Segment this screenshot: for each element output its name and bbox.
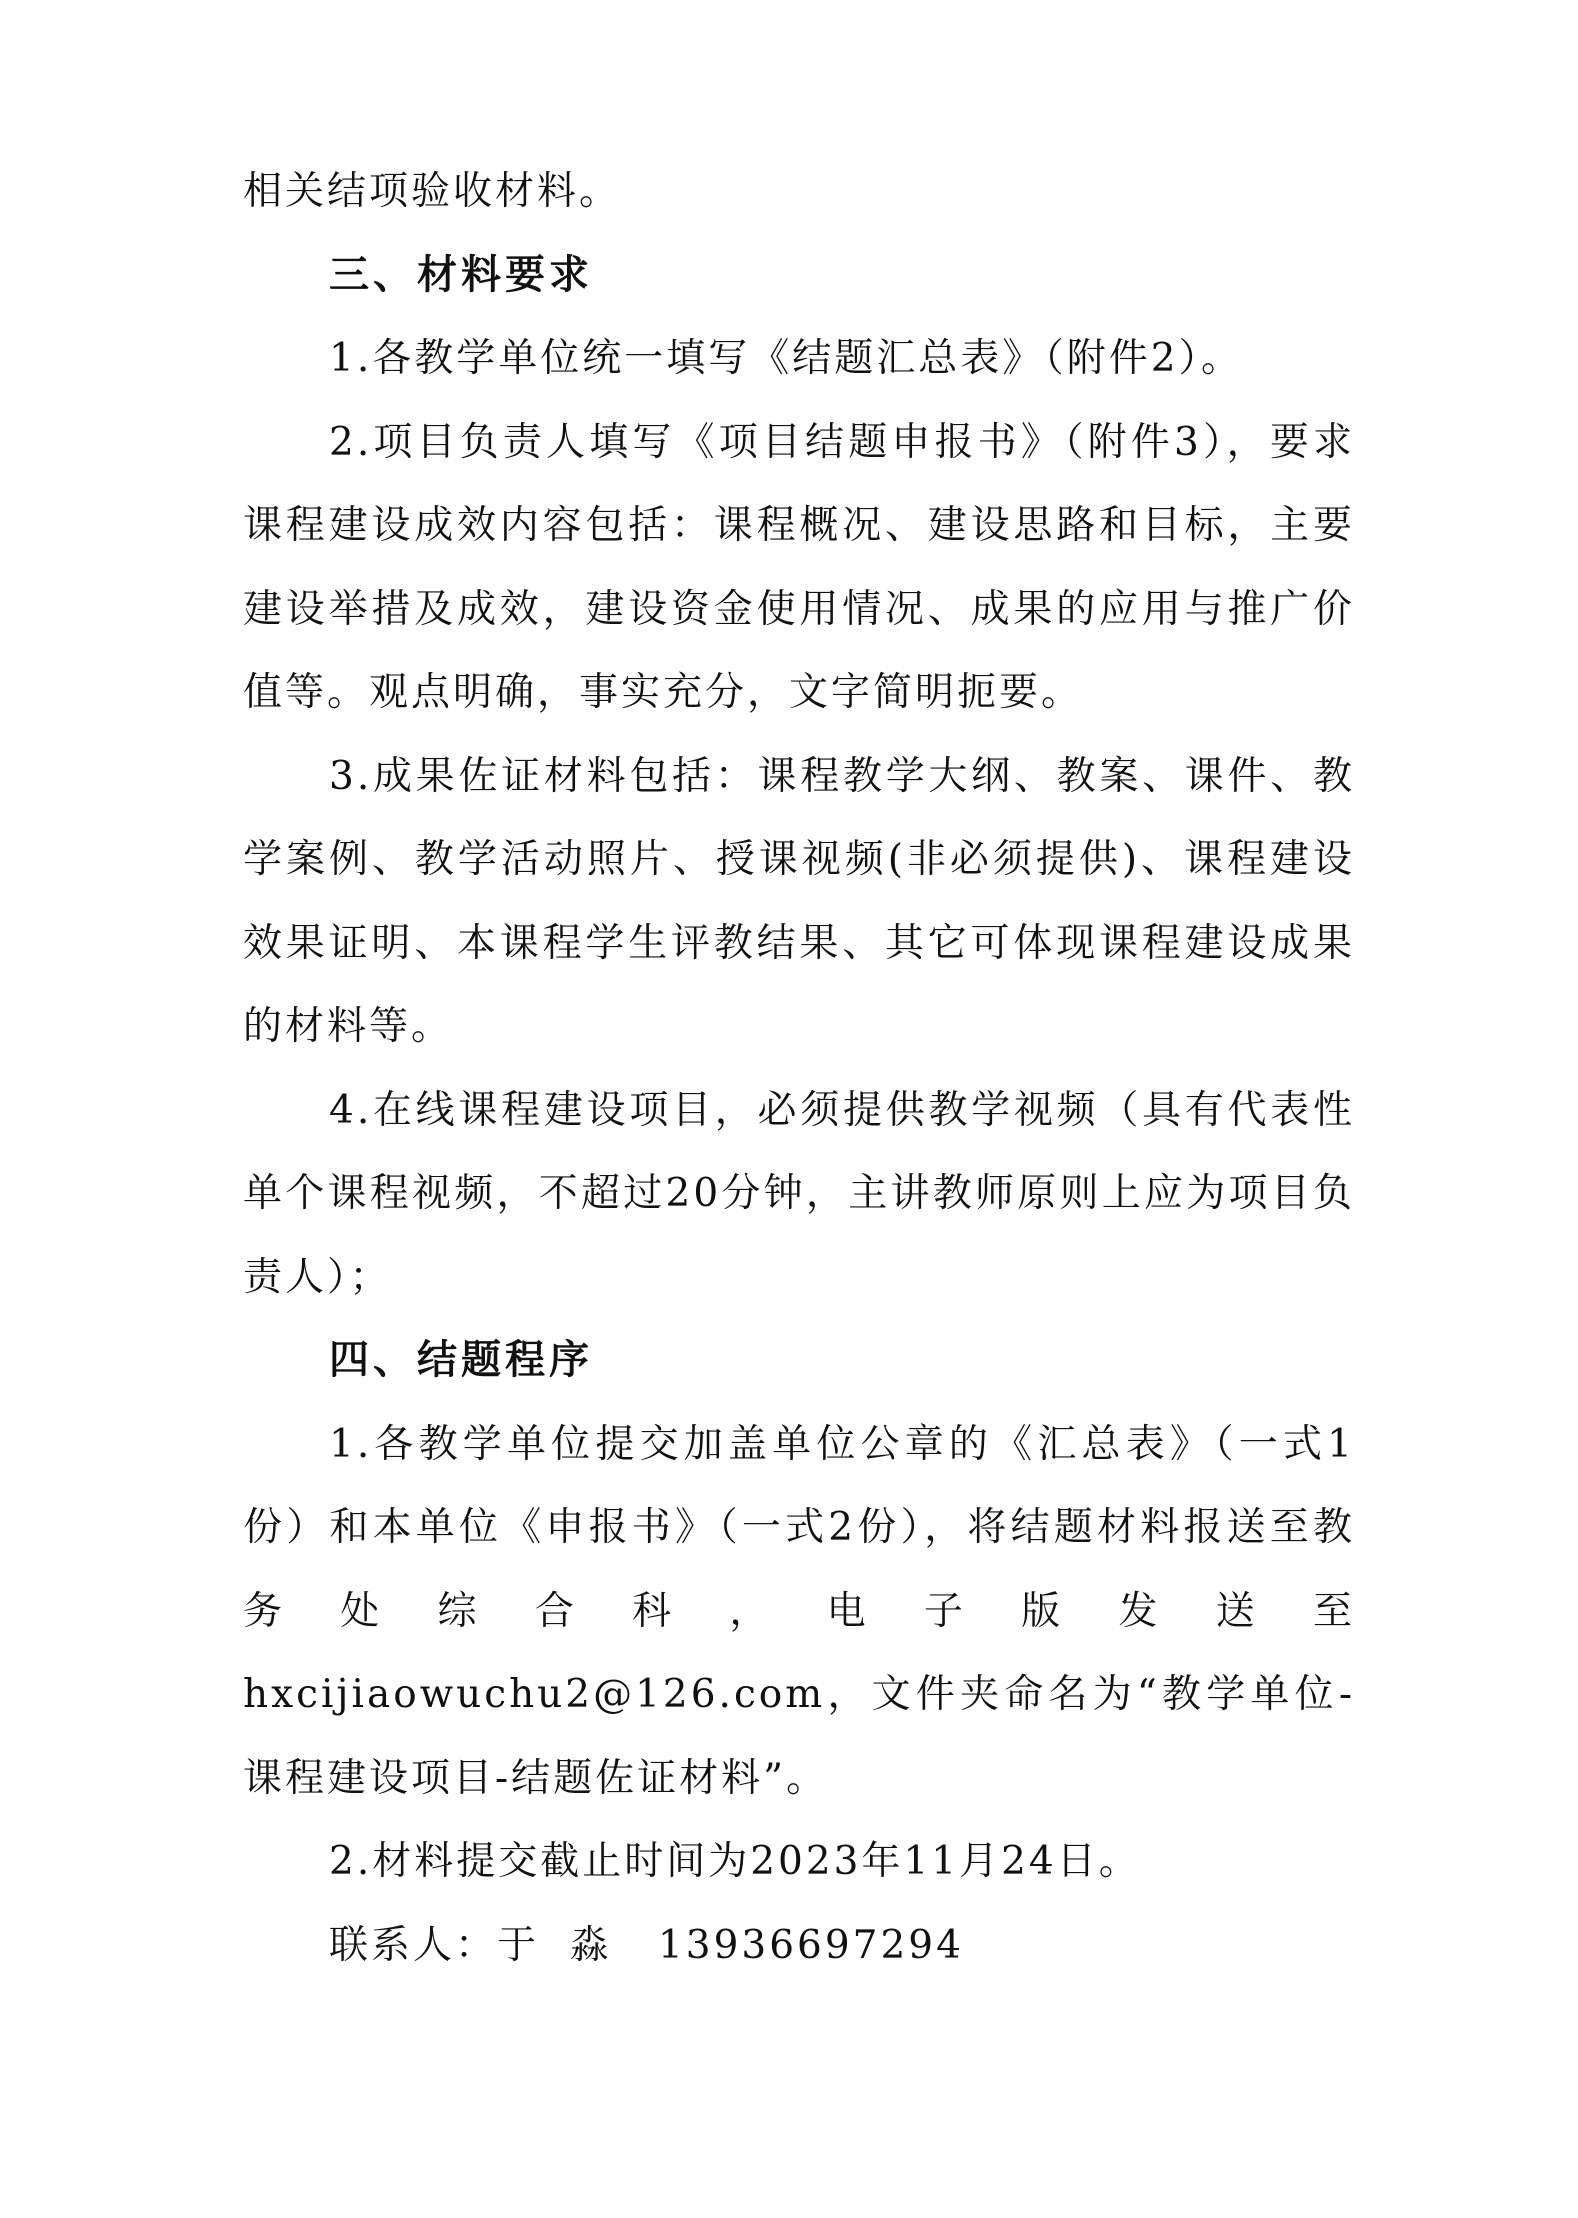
- document-body: [243, 150, 1355, 1987]
- section-heading-materials: 三、材料要求: [329, 251, 593, 298]
- materials-item-3: 3.成果佐证材料包括：课程教学大纲、教案、课件、教学案例、教学活动照片、授课视频(非必须提供)、课程建设效果证明、本课程学生评教结果、其它可体现课程建设成果的材料等。: [243, 753, 1355, 1049]
- materials-item-2: 2.项目负责人填写《项目结题申报书》（附件3），要求课程建设成效内容包括：课程概况、建设思路和目标，主要建设举措及成效，建设资金使用情况、成果的应用与推广价值等。观点明确，事实充分，文字简明扼要。: [243, 419, 1355, 715]
- materials-item-4: 4.在线课程建设项目，必须提供教学视频（具有代表性单个课程视频，不超过20分钟，主讲教师原则上应为项目负责人）；: [243, 1087, 1355, 1300]
- carryover-paragraph: 相关结项验收材料。: [243, 169, 622, 214]
- procedure-item-1: 1.各教学单位提交加盖单位公章的《汇总表》（一式1份）和本单位《申报书》（一式2份），将结题材料报送至教务处综合科，电子版发送至hxcijiaowuchu2@126.com，文件夹命名为“教学单位-课程建设项目-结题佐证材料”。: [243, 1421, 1355, 1801]
- section-heading-procedure: 四、结题程序: [329, 1337, 593, 1383]
- contact-line: 联系人：于 淼 13936697294: [329, 1922, 964, 1968]
- procedure-item-2: 2.材料提交截止时间为2023年11月24日。: [329, 1839, 1141, 1884]
- materials-item-1: 1.各教学单位统一填写《结题汇总表》（附件2）。: [329, 336, 1244, 381]
